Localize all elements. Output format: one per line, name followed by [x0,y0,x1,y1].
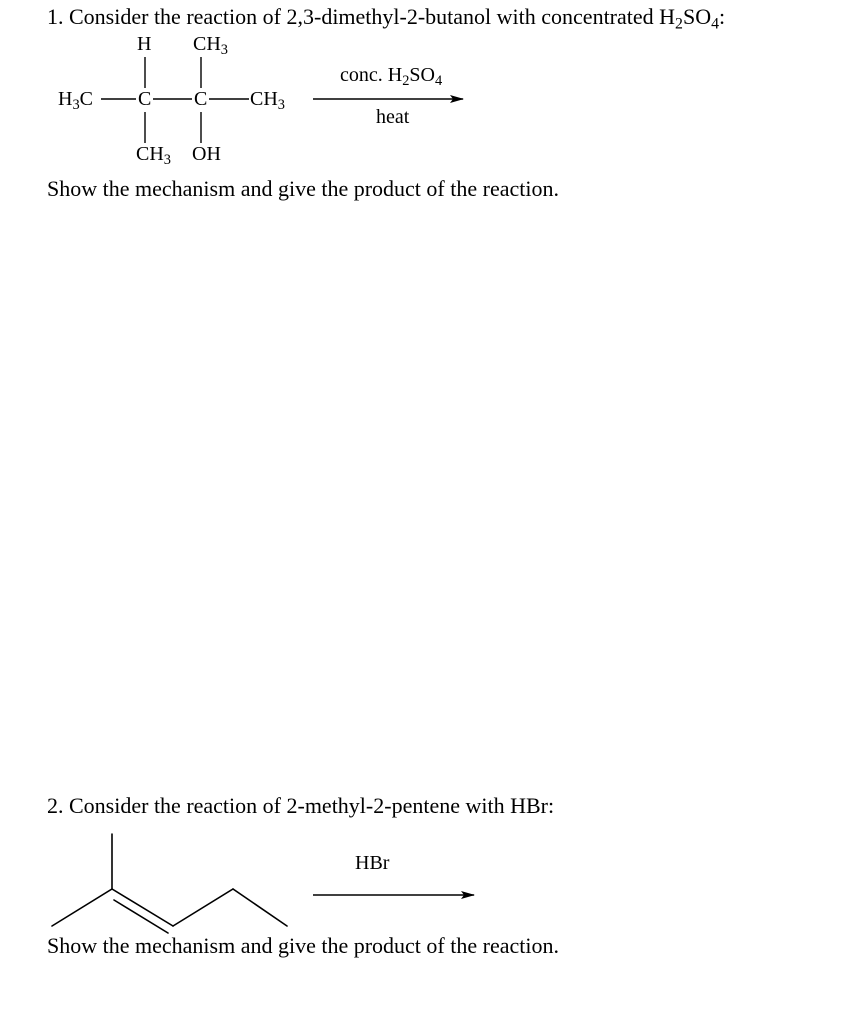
bond-methyl-left [52,889,112,926]
question-1-prompt: 1. Consider the reaction of 2,3-dimethyl-2-butanol with concentrated $H_2SO_4$: [47,4,726,33]
structure-carbon-1: C [138,88,152,110]
reagent-hbr: HBr [355,852,390,874]
structure-left-methyl: $H_3C$ [58,88,93,114]
bond-double-outer [112,889,173,926]
structure-right-methyl: $CH_3$ [250,88,285,114]
q2-skeletal-structure [52,834,287,933]
q1-bonds [101,57,249,143]
reagent-heat: heat [376,106,410,128]
bond-c3-c4 [173,889,233,926]
question-2-prompt: 2. Consider the reaction of 2-methyl-2-pentene with HBr: [47,793,555,818]
bond-double-inner [114,900,168,933]
structure-hydroxyl: OH [192,143,221,165]
structure-bottom-methyl: $CH_3$ [136,143,171,169]
structure-top-h: H [137,33,152,55]
question-2-instruction: Show the mechanism and give the product of the reaction. [47,933,559,958]
question-1-instruction: Show the mechanism and give the product of the reaction. [47,176,559,201]
structure-carbon-2: C [194,88,208,110]
reagent-conc-h2so4: conc. $H_2SO_4$ [340,64,443,90]
structure-top-methyl: $CH_3$ [193,33,228,59]
bond-c4-c5 [233,889,287,926]
